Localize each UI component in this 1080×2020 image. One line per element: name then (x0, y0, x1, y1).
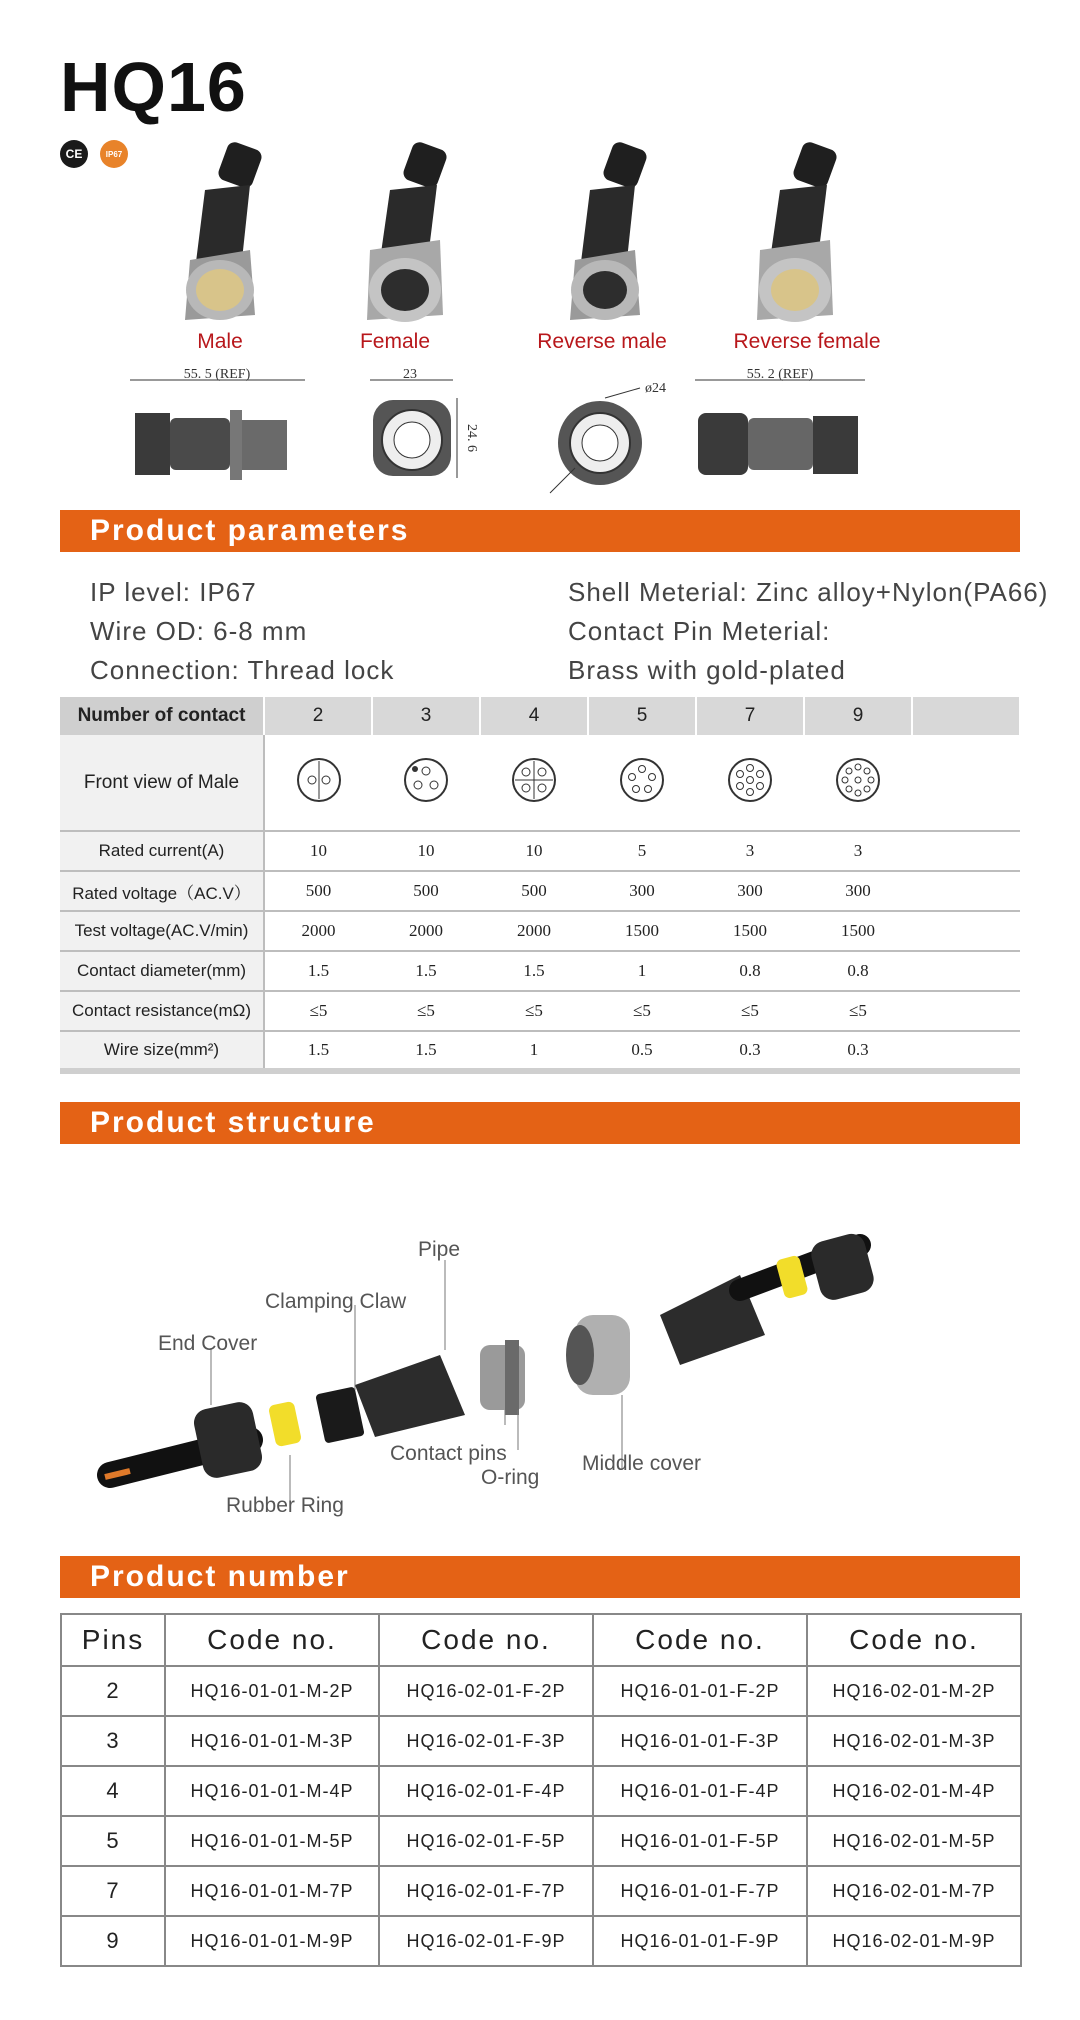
spec-value: 3 (696, 831, 804, 871)
label-clamping-claw: Clamping Claw (265, 1290, 407, 1313)
spec-value: 1 (588, 951, 696, 991)
code-row (61, 1866, 1021, 1916)
spec-row-label: Test voltage(AC.V/min) (60, 911, 264, 951)
section-title-structure: Product structure (90, 1106, 376, 1139)
spec-value: 500 (372, 871, 480, 911)
param-connection: Connection: Thread lock (90, 655, 395, 685)
spec-value: 2000 (264, 911, 372, 951)
spec-value: 1.5 (372, 1031, 480, 1071)
ce-mark-icon: CE (60, 140, 88, 168)
spec-row-rated-voltage (60, 871, 1020, 911)
reverse-female-dimension-drawing (690, 368, 870, 498)
code-value: HQ16-02-01-F-5P (379, 1816, 593, 1866)
param-ip-level: IP level: IP67 (90, 577, 257, 607)
code-header-pins: Pins (61, 1614, 165, 1666)
spec-row-label: Contact diameter(mm) (60, 951, 264, 991)
spec-row-label: Rated voltage（AC.V） (60, 871, 264, 911)
spec-row-contact-resistance (60, 991, 1020, 1031)
spec-value: 1.5 (264, 1031, 372, 1071)
pin-layout-4-icon (480, 735, 588, 831)
pin-layout-5-icon (588, 735, 696, 831)
reverse-male-dimension-drawing (545, 368, 675, 498)
code-pins: 4 (61, 1766, 165, 1816)
spec-value: ≤5 (588, 991, 696, 1031)
label-pipe: Pipe (418, 1238, 461, 1261)
section-header-structure (60, 1102, 1020, 1144)
variant-label-reverse-male: Reverse male (537, 330, 667, 353)
label-middle-cover: Middle cover (582, 1452, 702, 1475)
spec-value: 500 (264, 871, 372, 911)
spec-row-test-voltage (60, 911, 1020, 951)
spec-value: 300 (588, 871, 696, 911)
code-value: HQ16-01-01-F-7P (593, 1866, 807, 1916)
code-value: HQ16-01-01-F-3P (593, 1716, 807, 1766)
spec-empty-cell (912, 911, 1020, 951)
spec-row-contact-diameter (60, 951, 1020, 991)
ip67-badge-icon: IP67 (100, 140, 128, 168)
spec-value: 3 (804, 831, 912, 871)
spec-empty-cell (912, 871, 1020, 911)
code-row (61, 1716, 1021, 1766)
code-value: HQ16-02-01-F-2P (379, 1666, 593, 1716)
section-title-parameters: Product parameters (90, 514, 410, 547)
label-rubber-ring: Rubber Ring (226, 1494, 344, 1517)
spec-value: ≤5 (372, 991, 480, 1031)
female-dimension-drawing (365, 367, 479, 498)
spec-row-label: Wire size(mm²) (60, 1031, 264, 1071)
code-value: HQ16-01-01-M-2P (165, 1666, 379, 1716)
spec-contact-count: 7 (696, 697, 804, 735)
code-pins: 3 (61, 1716, 165, 1766)
spec-value: 1 (480, 1031, 588, 1071)
code-value: HQ16-02-01-M-4P (807, 1766, 1021, 1816)
code-value: HQ16-01-01-M-3P (165, 1716, 379, 1766)
spec-row-label: Contact resistance(mΩ) (60, 991, 264, 1031)
code-row (61, 1816, 1021, 1866)
spec-value: 0.8 (696, 951, 804, 991)
section-title-number: Product number (90, 1560, 350, 1593)
spec-table (60, 697, 1021, 1074)
spec-contact-count: 3 (372, 697, 480, 735)
code-value: HQ16-02-01-M-2P (807, 1666, 1021, 1716)
code-pins: 2 (61, 1666, 165, 1716)
spec-value: 0.5 (588, 1031, 696, 1071)
code-value: HQ16-02-01-F-3P (379, 1716, 593, 1766)
code-value: HQ16-01-01-F-4P (593, 1766, 807, 1816)
dimension-reverse-male-diameter: ø24 (645, 381, 666, 396)
male-connector-image (170, 140, 270, 330)
spec-value: 1.5 (372, 951, 480, 991)
pin-layout-3-icon (372, 735, 480, 831)
spec-value: 1500 (696, 911, 804, 951)
code-value: HQ16-02-01-M-5P (807, 1816, 1021, 1866)
spec-contact-count: 5 (588, 697, 696, 735)
spec-empty-cell (912, 991, 1020, 1031)
pin-layout-9-icon (804, 735, 912, 831)
reverse-male-connector-image (555, 140, 655, 330)
product-title: HQ16 (60, 48, 247, 126)
spec-front-view-label: Front view of Male (60, 735, 264, 831)
dimension-female-width: 23 (403, 367, 417, 382)
spec-value: 0.8 (804, 951, 912, 991)
code-header: Code no. (165, 1614, 379, 1666)
label-end-cover: End Cover (158, 1332, 258, 1355)
spec-empty-cell (912, 831, 1020, 871)
code-value: HQ16-02-01-M-9P (807, 1916, 1021, 1966)
female-connector-image (355, 140, 455, 330)
code-header: Code no. (593, 1614, 807, 1666)
spec-value: 1500 (804, 911, 912, 951)
spec-empty-cell (912, 1031, 1020, 1071)
spec-header-row (60, 697, 1020, 735)
spec-value: 300 (696, 871, 804, 911)
label-o-ring: O-ring (481, 1466, 540, 1489)
code-pins: 7 (61, 1866, 165, 1916)
spec-value: 1500 (588, 911, 696, 951)
dimension-male-length: 55. 5 (REF) (183, 367, 251, 382)
spec-value: 0.3 (696, 1031, 804, 1071)
spec-row-label: Rated current(A) (60, 831, 264, 871)
spec-value: ≤5 (264, 991, 372, 1031)
spec-contact-count: 4 (480, 697, 588, 735)
code-value: HQ16-01-01-F-5P (593, 1816, 807, 1866)
spec-value: 0.3 (804, 1031, 912, 1071)
code-value: HQ16-02-01-M-7P (807, 1866, 1021, 1916)
male-dimension-drawing (125, 368, 310, 498)
spec-header-spacer (912, 697, 1020, 735)
code-row (61, 1766, 1021, 1816)
section-header-parameters (60, 510, 1020, 552)
code-header-row (61, 1614, 1021, 1666)
variant-label-female: Female (359, 330, 431, 353)
pin-layout-7-icon (696, 735, 804, 831)
spec-value: 1.5 (480, 951, 588, 991)
code-row (61, 1666, 1021, 1716)
spec-empty-cell (912, 951, 1020, 991)
code-row (61, 1916, 1021, 1966)
spec-value: 2000 (372, 911, 480, 951)
code-pins: 5 (61, 1816, 165, 1866)
code-value: HQ16-02-01-F-7P (379, 1866, 593, 1916)
code-value: HQ16-01-01-M-7P (165, 1866, 379, 1916)
code-header: Code no. (379, 1614, 593, 1666)
code-pins: 9 (61, 1916, 165, 1966)
spec-header-label: Number of contact (60, 697, 264, 735)
reverse-female-connector-image (745, 140, 845, 330)
spec-empty-cell (912, 735, 1020, 831)
spec-value: 5 (588, 831, 696, 871)
exploded-assembly-diagram (100, 1215, 980, 1515)
code-value: HQ16-02-01-M-3P (807, 1716, 1021, 1766)
code-value: HQ16-02-01-F-9P (379, 1916, 593, 1966)
spec-front-view-row (60, 735, 1020, 831)
spec-value: 1.5 (264, 951, 372, 991)
spec-value: ≤5 (696, 991, 804, 1031)
variant-label-reverse-female: Reverse female (733, 330, 881, 353)
spec-value: 500 (480, 871, 588, 911)
param-wire-od: Wire OD: 6-8 mm (90, 616, 308, 646)
param-shell-material: Shell Meterial: Zinc alloy+Nylon(PA66) (568, 577, 1049, 607)
code-value: HQ16-01-01-F-9P (593, 1916, 807, 1966)
spec-contact-count: 9 (804, 697, 912, 735)
section-header-number (60, 1556, 1020, 1598)
code-value: HQ16-02-01-F-4P (379, 1766, 593, 1816)
code-value: HQ16-01-01-F-2P (593, 1666, 807, 1716)
spec-value: 10 (372, 831, 480, 871)
dimension-female-height: 24. 6 (464, 424, 479, 452)
code-header: Code no. (807, 1614, 1021, 1666)
label-contact-pins: Contact pins (390, 1442, 507, 1465)
spec-row-rated-current (60, 831, 1020, 871)
dimension-reverse-female-length: 55. 2 (REF) (746, 367, 814, 382)
product-code-table (60, 1613, 1022, 1967)
spec-value: 10 (264, 831, 372, 871)
spec-value: 10 (480, 831, 588, 871)
spec-value: ≤5 (480, 991, 588, 1031)
code-value: HQ16-01-01-M-9P (165, 1916, 379, 1966)
pin-layout-2-icon (264, 735, 372, 831)
spec-value: 2000 (480, 911, 588, 951)
code-value: HQ16-01-01-M-4P (165, 1766, 379, 1816)
spec-contact-count: 2 (264, 697, 372, 735)
variant-label-male: Male (197, 330, 243, 353)
spec-value: 300 (804, 871, 912, 911)
param-contact-pin-plating: Brass with gold-plated (568, 655, 846, 685)
spec-value: ≤5 (804, 991, 912, 1031)
spec-row-wire-size (60, 1031, 1020, 1071)
param-contact-pin-material: Contact Pin Meterial: (568, 616, 831, 646)
code-value: HQ16-01-01-M-5P (165, 1816, 379, 1866)
